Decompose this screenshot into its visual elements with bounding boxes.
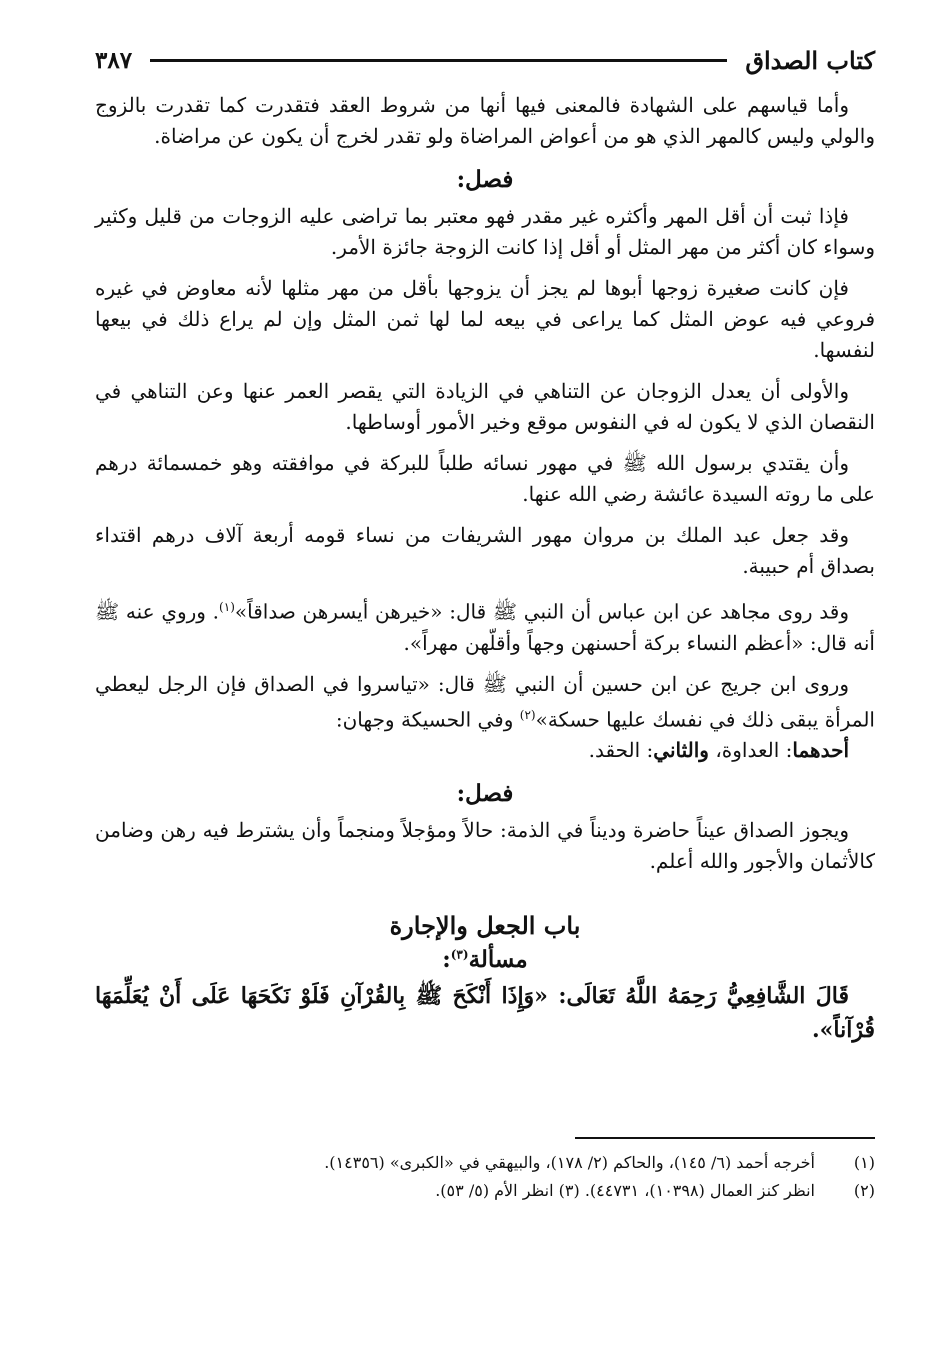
footnote-ref: (٣)	[450, 947, 469, 962]
page-header	[95, 30, 875, 90]
paragraph	[95, 592, 875, 659]
paragraph: ويجوز الصداق عيناً حاضرة وديناً في الذمة: حالاً ومؤجلاً ومنجماً وأن يشترط فيه رهن وضامن كالأثمان والأجور والله أعلم.	[95, 818, 875, 874]
footnote-text: أخرجه أحمد (٦/ ١٤٥)، والحاكم (٢/ ١٧٨)، والبيهقي في «الكبرى» (١٤٣٥٦).	[324, 1153, 815, 1173]
footnote-text: انظر كنز العمال (١٠٣٩٨)، ٤٤٧٣١). (٣) انظر الأم (٥/ ٥٣).	[435, 1181, 815, 1201]
paragraph: وأن يقتدي برسول الله ﷺ في مهور نسائه طلباً للبركة في موافقته وهو خمسمائة درهم على ما روته السيدة عائشة رضي الله عنها.	[95, 451, 875, 506]
paragraph: فإن كانت صغيرة زوجها أبوها لم يجز أن يزوجها بأقل من مهر مثلها لأنه معاوض في غيره فروعي فيه عوض المثل كما يراعى في بيعه لما لها ثمن المثل وإن لم يراع ذلك في بيعها لنفسها.	[95, 276, 875, 362]
text-run: : العداوة،	[708, 738, 793, 763]
header-rule	[150, 59, 727, 62]
bold-term: والثاني	[653, 738, 709, 763]
masala-heading	[95, 946, 875, 973]
masala-label: مسألة	[468, 946, 528, 974]
footnote-number: (١)	[853, 1153, 875, 1173]
footnote-ref: (١)	[219, 600, 235, 614]
page-number: ٣٨٧	[95, 46, 133, 74]
footnote	[95, 1177, 875, 1205]
paragraph: والأولى أن يعدل الزوجان عن التناهي في الزيادة التي يقصر العمر عنها وعن التناهي في النقصان الذي لا يكون له في النفوس موقع وخير الأمور أوساطها.	[95, 379, 875, 434]
paragraph: وأما قياسهم على الشهادة فالمعنى فيها أنها من شروط العقد فتقدرت كما تقدرت بالزوج والولي وليس كالمهر الذي هو من أعواض المراضاة ولو تقدر لخرج أن يكون عن مراضاة.	[95, 93, 875, 148]
footnote-rule	[575, 1137, 875, 1139]
chapter-heading: باب الجعل والإجارة	[389, 911, 581, 941]
paragraph: فإذا ثبت أن أقل المهر وأكثره غير مقدر فهو معتبر بما تراضى عليه الزوجات من قليل وكثير وسواء كان أكثر من مهر المثل أو أقل إذا كانت الزوجة جائزة الأمر.	[95, 204, 875, 259]
text-run: . وروي عنه ﷺ أنه قال: «أعظم النساء بركة أحسنهن وجهاً وأقلّهن مهراً».	[95, 599, 875, 655]
text-run: وفي الحسيكة وجهان:	[335, 707, 520, 732]
paragraph	[95, 669, 875, 736]
footnote-number: (٢)	[853, 1181, 875, 1201]
book-title: كتاب الصداق	[745, 45, 875, 75]
text-run: : الحقد.	[588, 738, 654, 763]
quoted-text: قَالَ الشَّافِعِيُّ رَحِمَهُ اللَّهُ تَعَالَى: «وَإِذَا أَنْكَحَ ﷺ بِالقُرْآنِ فَلَوْ نَكَحَهَا عَلَى أَنْ يُعَلِّمَهَا قُرْآناً».	[95, 983, 875, 1044]
footnotes	[95, 1149, 875, 1205]
paragraph: وقد جعل عبد الملك بن مروان مهور الشريفات من نساء قومه أربعة آلاف درهم اقتداء بصداق أم حبيبة.	[95, 523, 875, 578]
paragraph	[95, 735, 875, 766]
footnote	[95, 1149, 875, 1177]
masala-colon: :	[442, 946, 451, 974]
document-page	[95, 30, 875, 1205]
text-run: وروى ابن جريج عن ابن حسين أن النبي ﷺ قال: «تياسروا في الصداق فإن الرجل ليعطي المرأة يبقى ذلك في نفسك عليها حسكة»	[95, 671, 875, 732]
section-heading: فصل:	[456, 166, 514, 193]
section-heading: فصل:	[456, 780, 514, 808]
footnote-ref: (٢)	[519, 707, 536, 722]
bold-term: أحدهما	[792, 738, 849, 763]
text-run: وقد روى مجاهد عن ابن عباس أن النبي ﷺ قال: «خيرهن أيسرهن صداقاً»	[234, 599, 849, 624]
